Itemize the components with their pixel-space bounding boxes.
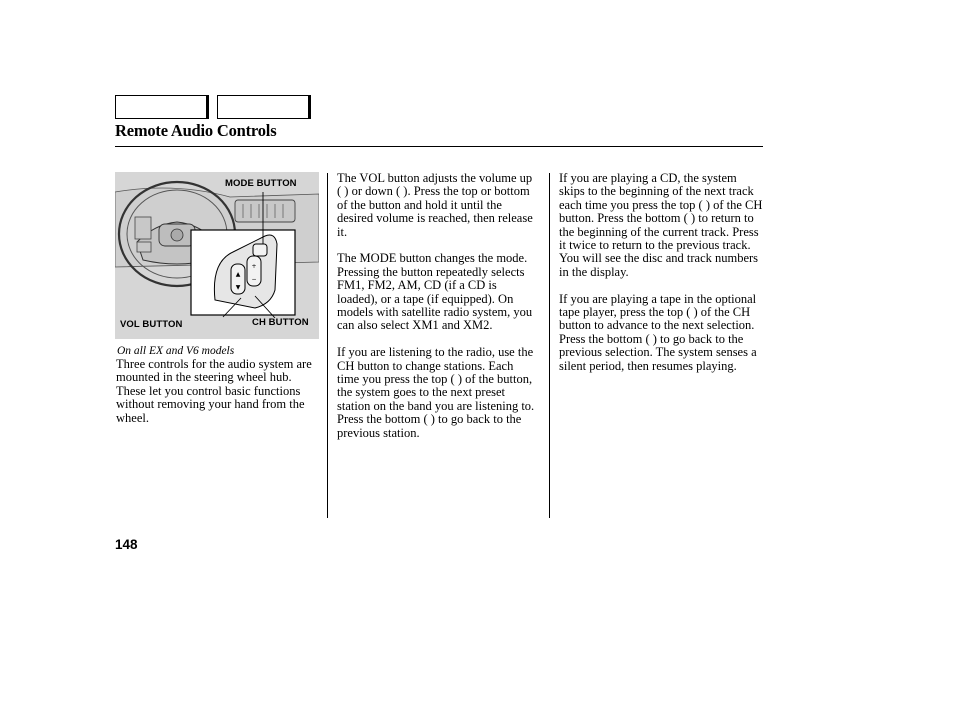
page-number: 148 [115,537,138,552]
steering-wheel-illustration [115,172,319,339]
svg-text:−: − [251,276,257,283]
steering-wheel-figure [115,172,319,339]
column-2 [337,172,537,453]
column-3 [559,172,764,386]
paragraph: If you are listening to the radio, use the CH button to change stations. Each time you press the top ( ) of the button, the system goes to the next preset station on the band you are listening to. Press the bottom ( ) to go back to the previous station. [337,345,535,440]
paragraph: If you are playing a CD, the system skips to the beginning of the next track each time you press the top ( ) of the CH button. Press the bottom ( ) to return to the beginning of the current track. Press it twice to return to the previous track. You will see the disc and track numbers in the display. [559,171,763,279]
svg-text:+: + [251,263,257,270]
svg-text:▼: ▼ [235,284,241,291]
svg-text:▲: ▲ [235,271,241,278]
vol-button-label: VOL BUTTON [120,319,183,330]
paragraph: The MODE button changes the mode. Pressing the button repeatedly selects FM1, FM2, AM, CD (if a CD is loaded), or a tape (if equipped). On models with satellite radio system, you can also select XM1 and XM2. [337,251,533,333]
page-title: Remote Audio Controls [115,121,277,140]
title-rule [115,146,763,147]
column-divider-1 [327,173,328,518]
section-tab-1 [115,95,207,119]
column-divider-2 [549,173,550,518]
mode-button-label: MODE BUTTON [225,178,297,189]
column-1 [116,358,316,438]
figure-caption: On all EX and V6 models [117,345,235,357]
paragraph: Three controls for the audio system are mounted in the steering wheel hub. These let you control basic functions without removing your hand from the wheel. [116,357,312,425]
ch-button-label: CH BUTTON [252,317,309,328]
section-tab-2 [217,95,309,119]
paragraph: The VOL button adjusts the volume up ( ) or down ( ). Press the top or bottom of the button and hold it until the desired volume is reached, then release it. [337,171,533,239]
paragraph: If you are playing a tape in the optional tape player, press the top ( ) of the CH button to advance to the next selection. Press the bottom ( ) to go back to the previous selection. The system senses a silent period, then resumes playing. [559,291,757,373]
